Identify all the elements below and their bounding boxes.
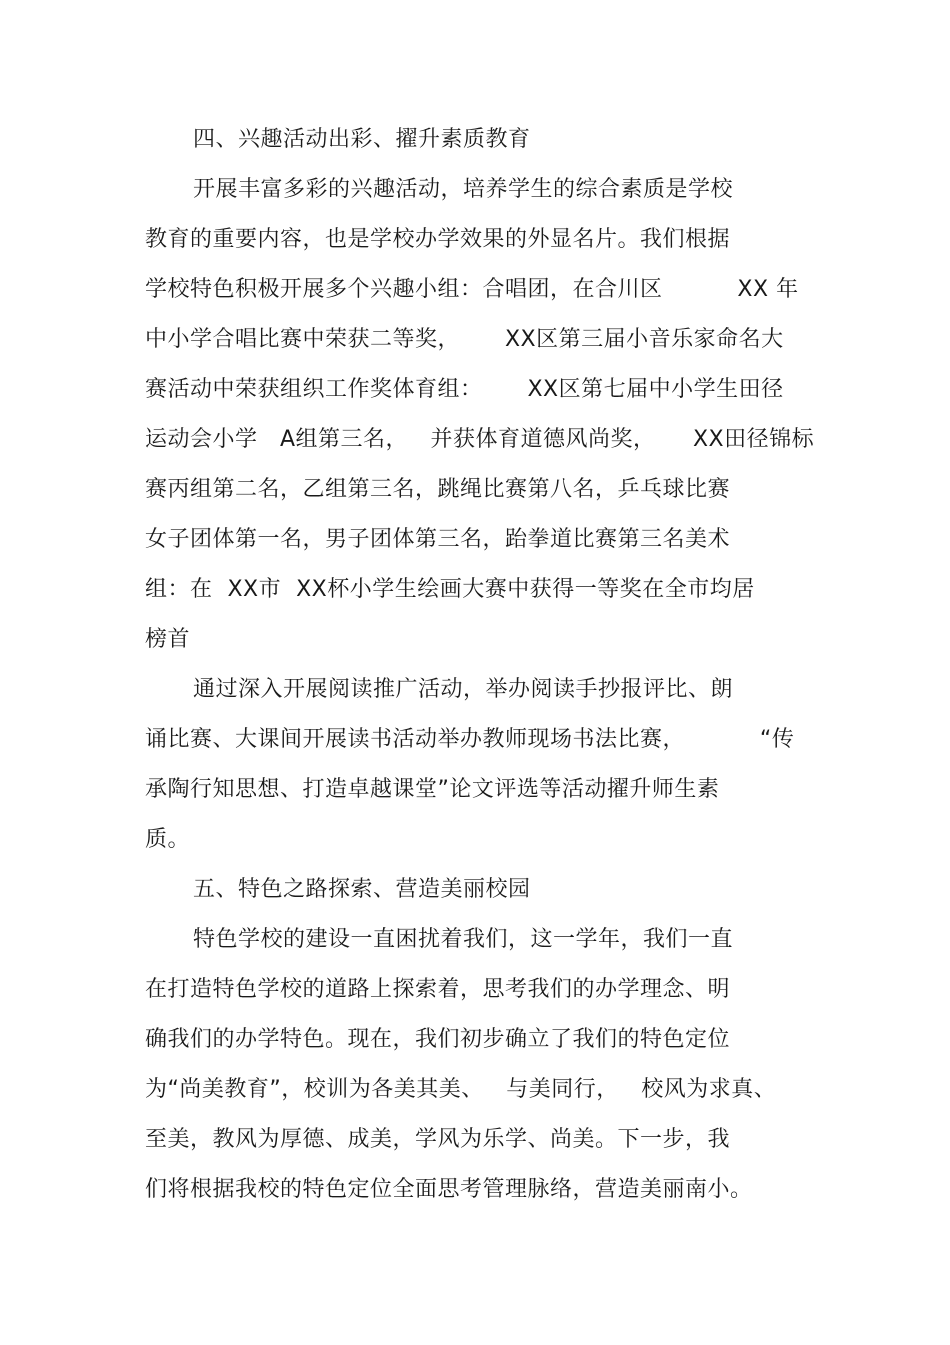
paragraph-line: 在打造特色学校的道路上探索着，思考我们的办学理念、明 — [145, 977, 731, 1002]
section-heading-4: 四、兴趣活动出彩、擢升素质教育 — [193, 127, 531, 152]
paragraph-line: 质。 — [145, 827, 191, 852]
paragraph-line: 学校特色积极开展多个兴趣小组：合唱团，在合川区 XX 年 — [145, 277, 799, 302]
paragraph-line: 教育的重要内容，也是学校办学效果的外显名片。我们根据 — [145, 227, 731, 252]
paragraph-line: 开展丰富多彩的兴趣活动，培养学生的综合素质是学校 — [193, 177, 734, 202]
paragraph-line: 通过深入开展阅读推广活动，举办阅读手抄报评比、朗 — [193, 677, 734, 702]
paragraph-line: 确我们的办学特色。现在，我们初步确立了我们的特色定位 — [145, 1027, 731, 1052]
paragraph-line: 中小学合唱比赛中荣获二等奖， XX区第三届小音乐家命名大 — [145, 327, 784, 352]
paragraph-line: 赛活动中荣获组织工作奖体育组： XX区第七届中小学生田径 — [145, 377, 784, 402]
paragraph-line: 承陶行知思想、打造卓越课堂”论文评选等活动擢升师生素 — [145, 777, 720, 802]
paragraph-line: 女子团体第一名，男子团体第三名，跆拳道比赛第三名美术 — [145, 527, 731, 552]
paragraph-line: 特色学校的建设一直困扰着我们，这一学年，我们一直 — [193, 927, 734, 952]
paragraph-line: 运动会小学 A组第三名， 并获体育道德风尚奖， XX田径锦标 — [145, 427, 815, 452]
paragraph-line: 们将根据我校的特色定位全面思考管理脉络，营造美丽南小。 — [145, 1177, 753, 1202]
section-heading-5: 五、特色之路探索、营造美丽校园 — [193, 877, 531, 902]
paragraph-line: 为“尚美教育”，校训为各美其美、 与美同行， 校风为求真、 — [145, 1077, 777, 1102]
paragraph-line: 至美，教风为厚德、成美，学风为乐学、尚美。下一步，我 — [145, 1127, 731, 1152]
paragraph-line: 诵比赛、大课间开展读书活动举办教师现场书法比赛， “传 — [145, 727, 795, 752]
paragraph-line: 组：在 XX市 XX杯小学生绘画大赛中获得一等奖在全市均居 — [145, 577, 755, 602]
paragraph-line: 赛丙组第二名，乙组第三名，跳绳比赛第八名，乒乓球比赛 — [145, 477, 731, 502]
paragraph-line: 榜首 — [145, 627, 191, 652]
